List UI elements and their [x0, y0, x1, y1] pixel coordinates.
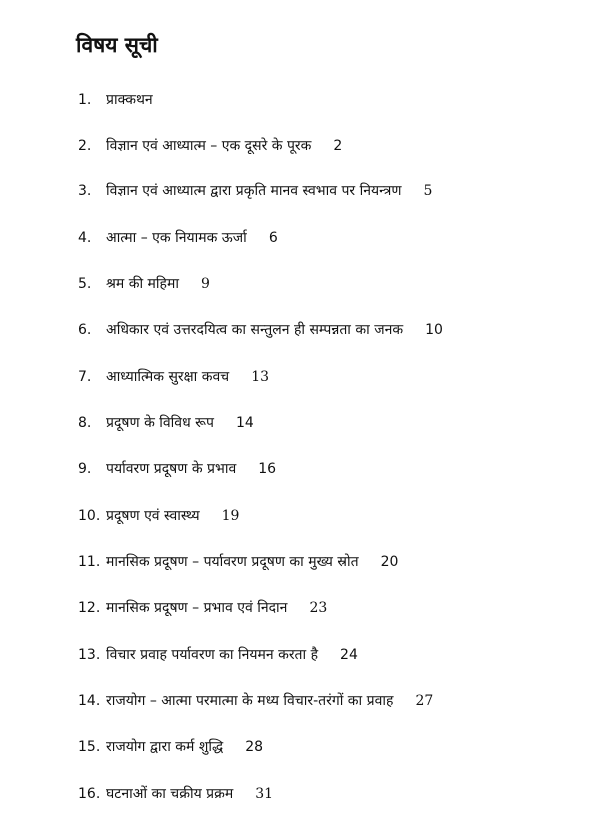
toc-entry: [78, 504, 239, 528]
entry-page: 20: [380, 554, 399, 570]
entry-page: 24: [340, 647, 358, 663]
entry-page: 5: [423, 183, 433, 199]
entry-title: राजयोग द्वारा कर्म शुद्धि: [106, 739, 224, 755]
toc-entry: [78, 735, 263, 759]
toc-entry: [78, 689, 433, 713]
toc-entry: [78, 88, 175, 112]
toc-entry: [78, 457, 276, 481]
entry-number: 5.: [78, 276, 92, 292]
entry-number: 7.: [78, 369, 92, 385]
entry-number: 4.: [78, 230, 92, 246]
entry-title: श्रम की महिमा: [106, 276, 179, 292]
entry-page: 13: [251, 369, 270, 385]
entry-number: 15.: [78, 739, 101, 755]
entry-number: 1.: [78, 92, 92, 108]
entry-title: विचार प्रवाह पर्यावरण का नियमन करता है: [106, 647, 319, 663]
toc-entry: [78, 272, 210, 296]
entry-number: 8.: [78, 415, 92, 431]
entry-page: 19: [221, 508, 240, 524]
entry-number: 11.: [78, 554, 101, 570]
toc-entry: [78, 179, 432, 203]
entry-page: 28: [245, 739, 264, 755]
entry-title: प्रदूषण के विविध रूप: [106, 415, 214, 431]
entry-page: 10: [425, 322, 443, 338]
entry-title: प्रदूषण एवं स्वास्थ्य: [106, 508, 200, 524]
entry-page: 2: [333, 138, 343, 154]
entry-page: 9: [201, 276, 210, 292]
entry-title: आध्यात्मिक सुरक्षा कवच: [106, 369, 230, 385]
entry-title: विज्ञान एवं आध्यात्म – एक दूसरे के पूरक: [106, 138, 312, 154]
entry-number: 6.: [78, 322, 92, 338]
toc-entry: [78, 411, 254, 435]
toc-entry: [78, 643, 358, 667]
entry-page: 23: [309, 600, 328, 616]
entry-number: 10.: [78, 508, 101, 524]
entry-title: घटनाओं का चक्रीय प्रक्रम: [106, 786, 234, 802]
entry-number: 2.: [78, 138, 92, 154]
entry-title: आत्मा – एक नियामक ऊर्जा: [106, 230, 247, 246]
page-title: विषय सूची: [76, 33, 158, 57]
entry-number: 12.: [78, 600, 101, 616]
entry-number: 14.: [78, 693, 101, 709]
toc-entry: [78, 134, 342, 158]
entry-title: अधिकार एवं उत्तरदयित्व का सन्तुलन ही सम्पन्नता का जनक: [106, 322, 404, 338]
toc-entry: [78, 782, 273, 806]
entry-page: 6: [268, 230, 278, 246]
entry-page: 27: [415, 693, 434, 709]
entry-title: मानसिक प्रदूषण – पर्यावरण प्रदूषण का मुख्य स्रोत: [106, 554, 359, 570]
toc-entry: [78, 365, 269, 389]
entry-number: 13.: [78, 647, 101, 663]
toc-entry: [78, 550, 398, 574]
entry-title: राजयोग – आत्मा परमात्मा के मध्य विचार-तरंगों का प्रवाह: [106, 693, 394, 709]
entry-title: मानसिक प्रदूषण – प्रभाव एवं निदान: [106, 600, 288, 616]
entry-number: 3.: [78, 183, 92, 199]
entry-page: 31: [255, 786, 274, 802]
toc-entry: [78, 318, 443, 342]
entry-title: प्राक्कथन: [106, 92, 153, 108]
entry-page: 14: [235, 415, 254, 431]
entry-page: 16: [258, 461, 277, 477]
toc-entry: [78, 596, 327, 620]
entry-title: पर्यावरण प्रदूषण के प्रभाव: [106, 461, 237, 477]
entry-title: विज्ञान एवं आध्यात्म द्वारा प्रकृति मानव स्वभाव पर नियन्त्रण: [106, 183, 402, 199]
toc-entry: [78, 226, 278, 250]
entry-number: 9.: [78, 461, 92, 477]
entry-number: 16.: [78, 786, 101, 802]
